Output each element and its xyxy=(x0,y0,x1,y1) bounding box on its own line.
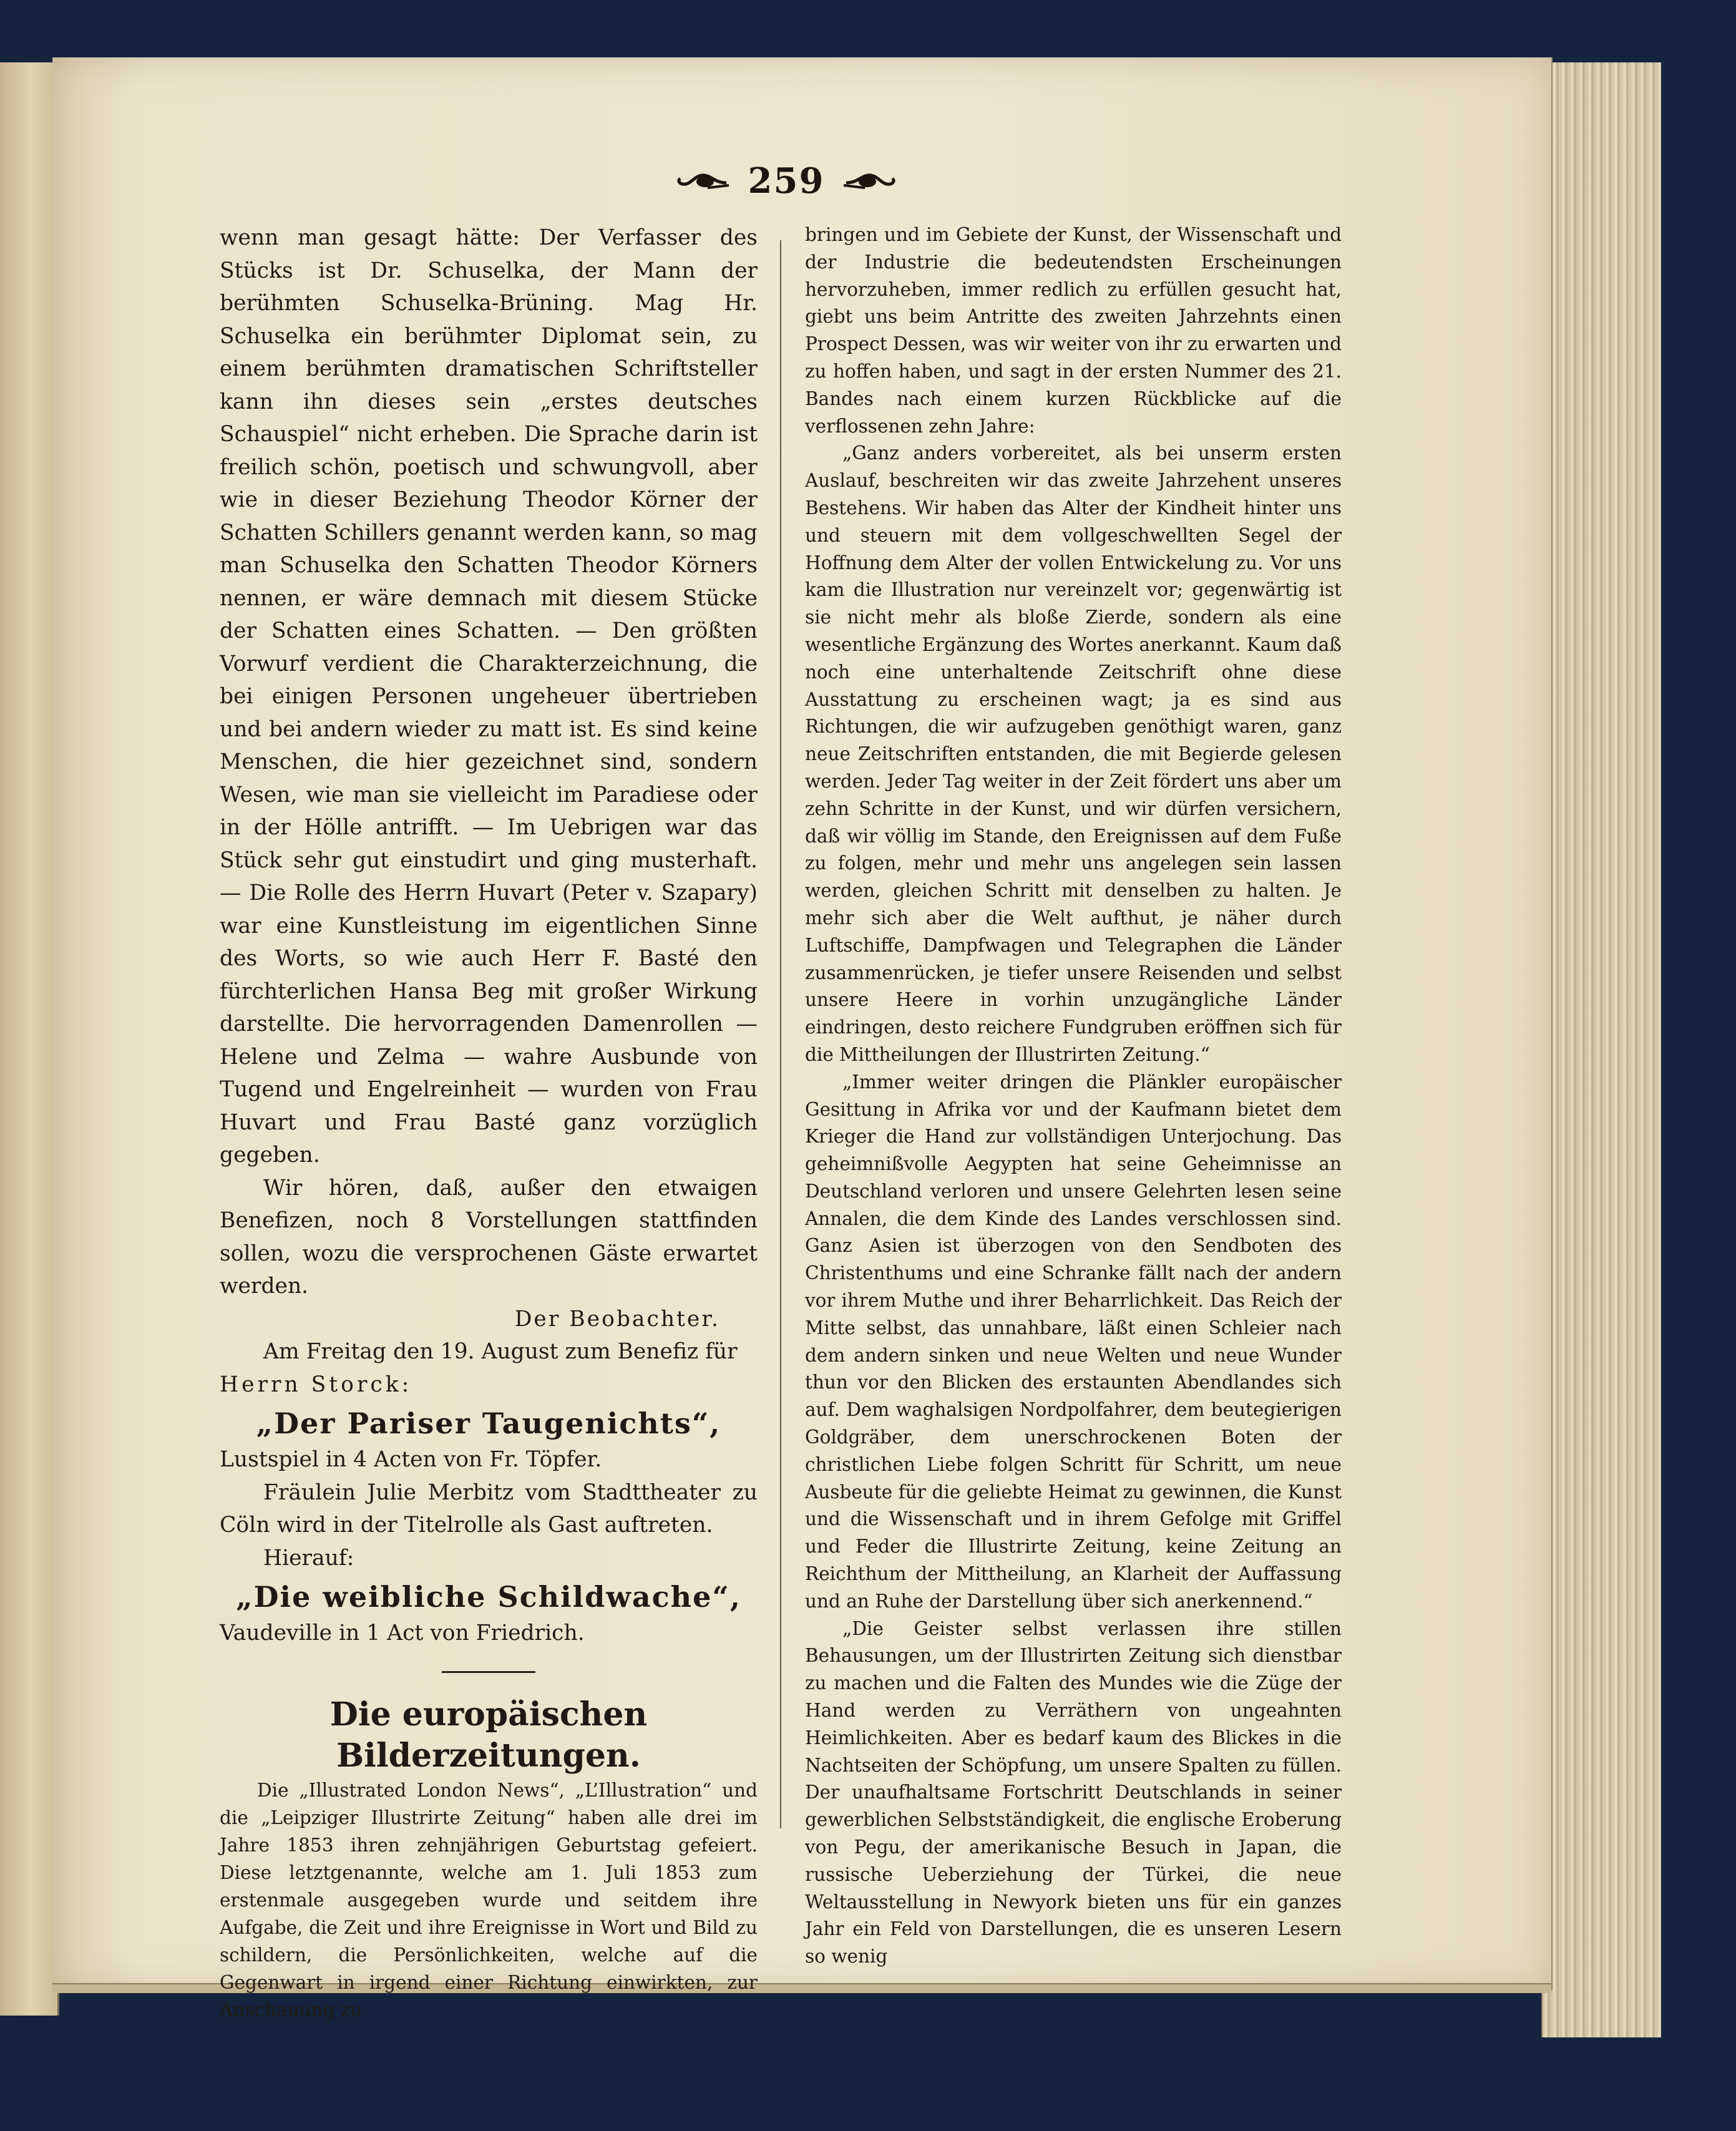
review-paragraph: wenn man gesagt hätte: Der Verfasser des Stücks ist Dr. Schuselka, der Mann der berühmten Schuselka-Brüning. Mag Hr. Schuselka ein berühmter Diplomat sein, zu einem berühmten dramatischen Schriftsteller kann ihn dieses sein „erstes deutsches Schauspiel“ nicht erheben. Die Sprache darin ist freilich schön, poetisch und schwungvoll, aber wie in dieser Beziehung Theodor Körner der Schatten Schillers genannt werden kann, so mag man Schuselka den Schatten Theodor Körners nennen, er wäre demnach mit diesem Stücke der Schatten eines Schatten. — Den größten Vorwurf verdient die Charakterzeichnung, die bei einigen Personen ungeheuer übertrieben und bei andern wieder zu matt ist. Es sind keine Menschen, die hier gezeichnet sind, sondern Wesen, wie man sie vielleicht im Paradiese oder in der Hölle antrifft. — Im Uebrigen war das Stück sehr gut einstudirt und ging musterhaft. — Die Rolle des Herrn Huvart (Peter v. Szapary) war eine Kunstleistung im eigentlichen Sinne des Worts, so wie auch Herr F. Basté den fürchterlichen Hansa Beg mit großer Wirkung darstellte. Die hervorragenden Damenrollen — Helene und Zelma — wahre Ausbunde von Tugend und Engelreinheit — wurden von Frau Huvart und Frau Basté ganz vorzüglich gegeben. xyxy=(220,225,758,1168)
play-title: „Die weibliche Schildwache“, xyxy=(236,1580,741,1614)
review-signature: Der Beobachter. xyxy=(514,1306,720,1332)
review-paragraph: Wir hören, daß, außer den etwaigen Benefizen, noch 8 Vorstellungen stattfinden sollen, wozu die versprochenen Gäste erwartet werden. xyxy=(220,1175,758,1299)
column-divider xyxy=(780,240,781,1828)
announcement-intro: Am Freitag den 19. August zum Benefiz für xyxy=(263,1339,738,1364)
right-column xyxy=(805,222,1342,1971)
article-paragraph: „Die Geister selbst verlassen ihre stillen Behausungen, um der Illustrirten Zeitung sich dienstbar zu machen und die Falten des Mundes wie die Züge der Hand werden zu Verräthern von ungeahnten Heimlichkeiten. Aber es bedarf kaum des Blickes in die Nachtseiten der Schöpfung, um unsere Spalten zu füllen. Der unaufhaltsame Fortschritt Deutschlands in seiner gewerblichen Selbstständigkeit, die englische Eroberung von Pegu, der amerikanische Besuch in Japan, die russische Ueberziehung der Türkei, die neue Weltausstellung in Newyork bieten uns für ein ganzes Jahr ein Feld von Darstellungen, die es unseren Lesern so wenig xyxy=(805,1617,1342,1968)
article-paragraph: Die „Illustrated London News“, „L’Illustration“ und die „Leipziger Illustrirte Zeitung“ haben alle drei im Jahre 1853 ihren zehnjährigen Geburtstag gefeiert. Diese letztgenannte, welche am 1. Juli 1853 zum erstenmale ausgegeben wurde und seitdem ihre Aufgabe, die Zeit und ihre Ereignisse in Wort und Bild zu schildern, die Persönlichkeiten, welche auf die Gegenwart in irgend einer Richtung einwirkten, zur Anschauung zu xyxy=(220,1779,758,2021)
hierauf-label: Hierauf: xyxy=(263,1545,354,1571)
section-rule xyxy=(442,1671,535,1673)
page-header xyxy=(674,159,899,203)
page-stack-edge xyxy=(1541,62,1661,2037)
page-number: 259 xyxy=(748,160,825,202)
article-paragraph: „Immer weiter dringen die Plänkler europäischer Gesittung in Afrika vor und der Kaufmann bietet dem Krieger die Hand zur vollständigen Unterjochung. Das geheimnißvolle Aegypten hat seine Geheimnisse an Deutschland verloren und unsere Gelehrten lesen seine Annalen, die dem Kinde des Landes verschlossen sind. Ganz Asien ist überzogen von den Sendboten des Christenthums und eine Schranke fällt nach der andern vor ihrem Muthe und ihrer Beharrlichkeit. Das Reich der Mitte selbst, das unnahbare, läßt einen Schleier nach dem andern sinken und neue Welten und neue Wunder thun vor den Blicken des erstaunten Abendlandes sich auf. Dem waghalsigen Nordpolfahrer, dem beutegierigen Goldgräber, dem unerschrockenen Boten der christlichen Liebe folgen Schritt für Schritt, um neue Ausbeute für die geliebte Heimat zu gewinnen, die Kunst und die Wissenschaft und in ihrem Gefolge mit Griffel und Feder die Illustrirte Zeitung, keine Zeitung an Reichthum der Mittheilung, an Klarheit der Auffassung und an Ruhe der Darstellung über sich anerkennend.“ xyxy=(805,1071,1342,1612)
article-paragraph: „Ganz anders vorbereitet, als bei unserm ersten Auslauf, beschreiten wir das zweite Jahrzehent unseres Bestehens. Wir haben das Alter der Kindheit hinter uns und steuern mit dem vollgeschwellten Segel der Hoffnung dem Alter der vollen Entwickelung zu. Vor uns kam die Illustration nur vereinzelt vor; gegenwärtig ist sie nicht mehr als bloße Zierde, sondern als eine wesentliche Ergänzung des Wortes anerkannt. Kaum daß noch eine unterhaltende Zeitschrift ohne diese Ausstattung zu erscheinen wagt; ja es sind aus Richtungen, die wir aufzugeben genöthigt waren, ganz neue Zeitschriften entstanden, die mit Begierde gelesen werden. Jeder Tag weiter in der Zeit fördert uns aber um zehn Schritte in der Kunst, und wir dürfen versichern, daß wir völlig im Stande, den Ereignissen auf dem Fuße zu folgen, mehr und mehr uns angelegen sein lassen werden, gleichen Schritt mit denselben zu halten. Je mehr sich aber die Welt aufthut, je näher durch Luftschiffe, Dampfwagen und Telegraphen die Länder zusammenrücken, je tiefer unsere Reisenden und selbst unsere Heere in vorhin unzugängliche Länder eindringen, desto reichere Fundgruben eröffnen sich für die Mittheilungen der Illustrirten Zeitung.“ xyxy=(805,442,1342,1065)
play-title: „Der Pariser Taugenichts“, xyxy=(256,1407,721,1440)
left-column xyxy=(220,222,758,2024)
announcement-beneficiary: Herrn Storck: xyxy=(220,1372,412,1397)
article-paragraph: bringen und im Gebiete der Kunst, der Wissenschaft und der Industrie die bedeutendsten Erscheinungen hervorzuheben, immer redlich zu erfüllen gesucht hat, giebt uns beim Antritte des zweiten Jahrzehnts einen Prospect Dessen, was wir weiter von ihr zu erwarten und zu hoffen haben, und sagt in der ersten Nummer des 21. Bandes nach einem kurzen Rückblicke auf die verflossenen zehn Jahre: xyxy=(805,224,1342,437)
article-title: Die europäischen Bilderzeitungen. xyxy=(329,1695,648,1775)
left-ornament-icon xyxy=(676,169,729,193)
guest-note: Fräulein Julie Merbitz vom Stadttheater zu Cöln wird in der Titelrolle als Gast auftreten. xyxy=(220,1480,758,1538)
play-subtitle: Lustspiel in 4 Acten von Fr. Töpfer. xyxy=(220,1447,602,1472)
play-subtitle: Vaudeville in 1 Act von Friedrich. xyxy=(220,1621,585,1646)
right-ornament-icon xyxy=(843,169,896,193)
previous-page-edge xyxy=(0,62,59,2016)
